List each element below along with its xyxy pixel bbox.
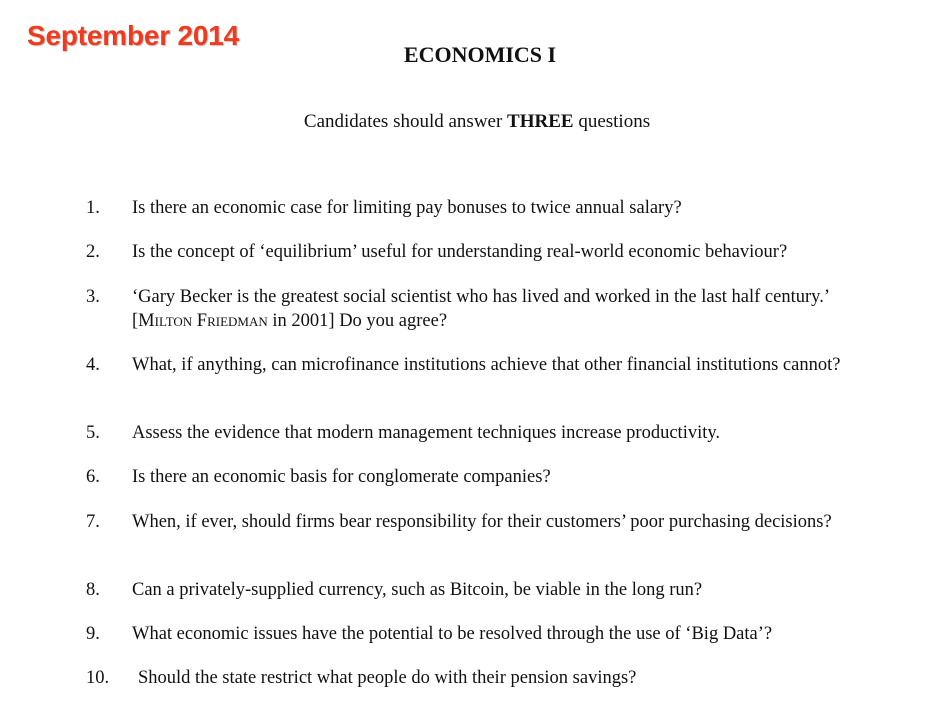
question-number: 5. (86, 423, 100, 443)
question-number: 7. (86, 512, 100, 532)
question-number: 8. (86, 580, 100, 600)
question-text: Is there an economic basis for conglomerate companies? (132, 467, 551, 487)
question-4 (86, 353, 876, 377)
question-number: 10. (86, 668, 110, 688)
question-2 (86, 240, 906, 264)
question-1 (86, 196, 906, 220)
question-number: 9. (86, 624, 100, 644)
question-text: When, if ever, should firms bear responsibility for their customers’ poor purchasing decisions? (132, 512, 832, 532)
citation-author: Milton Friedman (138, 311, 268, 331)
page-title: ECONOMICS I (403, 42, 557, 67)
question-number: 1. (86, 198, 100, 218)
instructions-trail-text: questions (573, 111, 651, 132)
instructions-emphasis: THREE (507, 111, 574, 132)
question-number: 6. (86, 467, 100, 487)
question-text: Should the state restrict what people do with their pension savings? (138, 668, 637, 688)
instructions-lead-text: Candidates should answer (303, 111, 508, 132)
question-number: 4. (86, 355, 100, 375)
question-number: 2. (86, 242, 100, 262)
question-number: 3. (86, 287, 100, 307)
question-5 (86, 421, 906, 445)
question-8 (86, 578, 906, 602)
question-text: What, if anything, can microfinance institutions achieve that other financial institutions cannot? (132, 355, 841, 375)
question-suffix: in 2001] Do you agree? (267, 311, 448, 331)
question-10 (86, 666, 906, 690)
question-3 (86, 285, 846, 333)
exam-instructions (0, 110, 946, 134)
question-text: Can a privately-supplied currency, such as Bitcoin, be viable in the long run? (132, 580, 703, 600)
question-quote: ‘Gary Becker is the greatest social scientist who has lived and worked in the last half century.’ [ (132, 287, 829, 331)
question-9 (86, 622, 906, 646)
question-text (132, 285, 846, 333)
question-text: Is the concept of ‘equilibrium’ useful for understanding real-world economic behaviour? (132, 242, 788, 262)
question-text: Assess the evidence that modern management techniques increase productivity. (132, 423, 721, 443)
question-text: What economic issues have the potential to be resolved through the use of ‘Big Data’? (132, 624, 773, 644)
question-text: Is there an economic case for limiting pay bonuses to twice annual salary? (132, 198, 682, 218)
question-6 (86, 465, 906, 489)
question-7 (86, 510, 846, 534)
date-stamp: September 2014 (27, 20, 239, 51)
